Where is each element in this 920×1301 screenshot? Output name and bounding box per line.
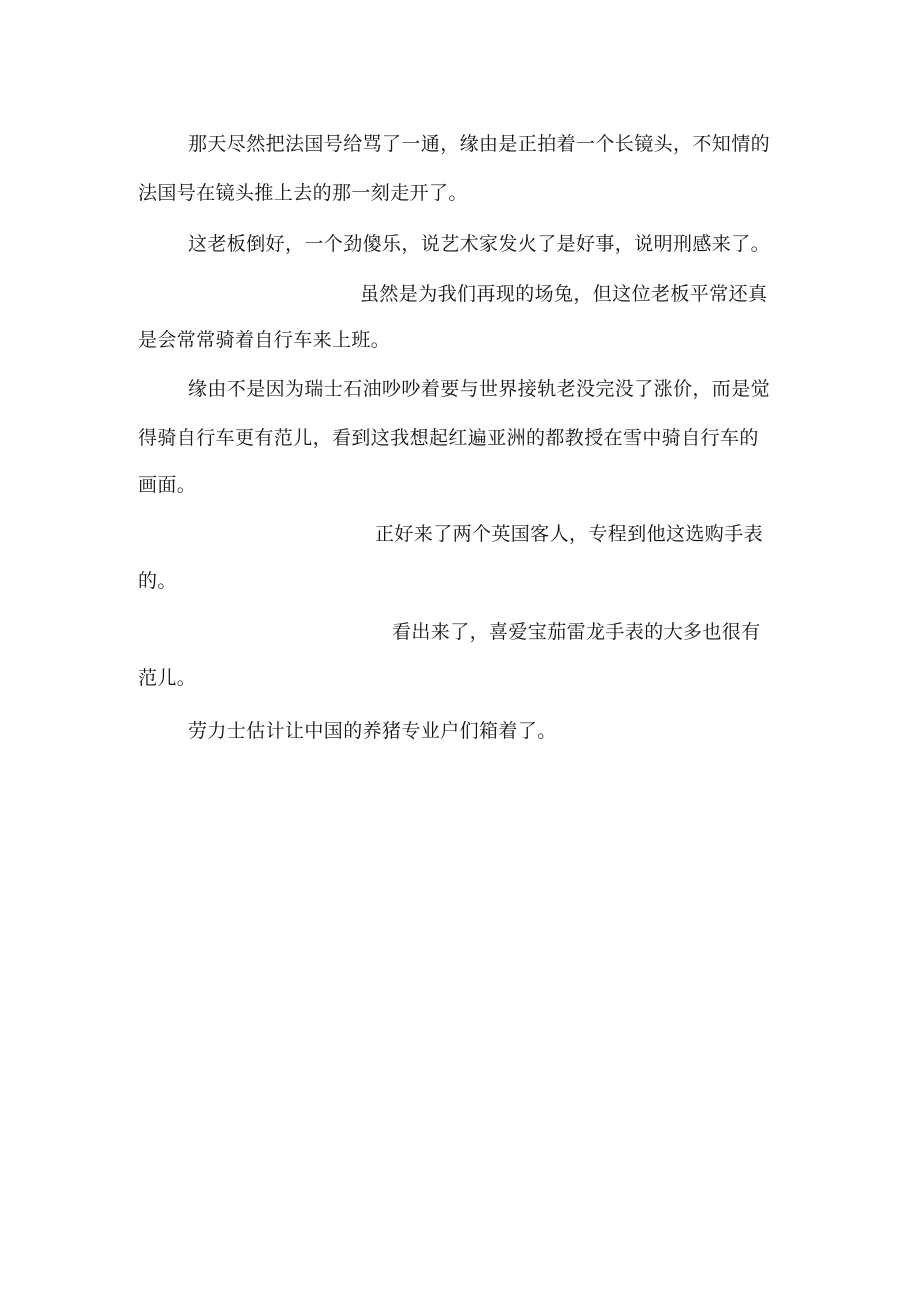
paragraph-4-line-1: 缘由不是因为瑞士石油吵吵着要与世界接轨老没完没了涨价，而是觉 [188, 378, 771, 400]
paragraph-6-line-2: 范儿。 [138, 667, 197, 689]
paragraph-4-line-3: 画面。 [138, 474, 197, 496]
paragraph-1-line-1: 那天尽然把法国号给骂了一通，缘由是正拍着一个长镜头，不知情的 [188, 133, 771, 155]
paragraph-1-line-2: 法国号在镜头推上去的那一刻走开了。 [138, 182, 468, 204]
paragraph-5-line-1: 正好来了两个英国客人，专程到他这选购手表 [375, 523, 764, 545]
paragraph-3-line-2: 是会常常骑着自行车来上班。 [138, 329, 391, 351]
paragraph-4-line-2: 得骑自行车更有范儿，看到这我想起红遍亚洲的都教授在雪中骑自行车的 [138, 427, 759, 449]
paragraph-3-line-1: 虽然是为我们再现的场兔，但这位老板平常还真 [360, 283, 768, 305]
paragraph-6-line-1: 看出来了，喜爱宝茄雷龙手表的大多也很有 [392, 621, 761, 643]
paragraph-7-line-1: 劳力士估计让中国的养猪专业户们箱着了。 [188, 720, 557, 742]
paragraph-2-line-1: 这老板倒好，一个劲傻乐，说艺术家发火了是好事，说明刑感来了。 [188, 233, 771, 255]
paragraph-5-line-2: 的。 [138, 570, 177, 592]
